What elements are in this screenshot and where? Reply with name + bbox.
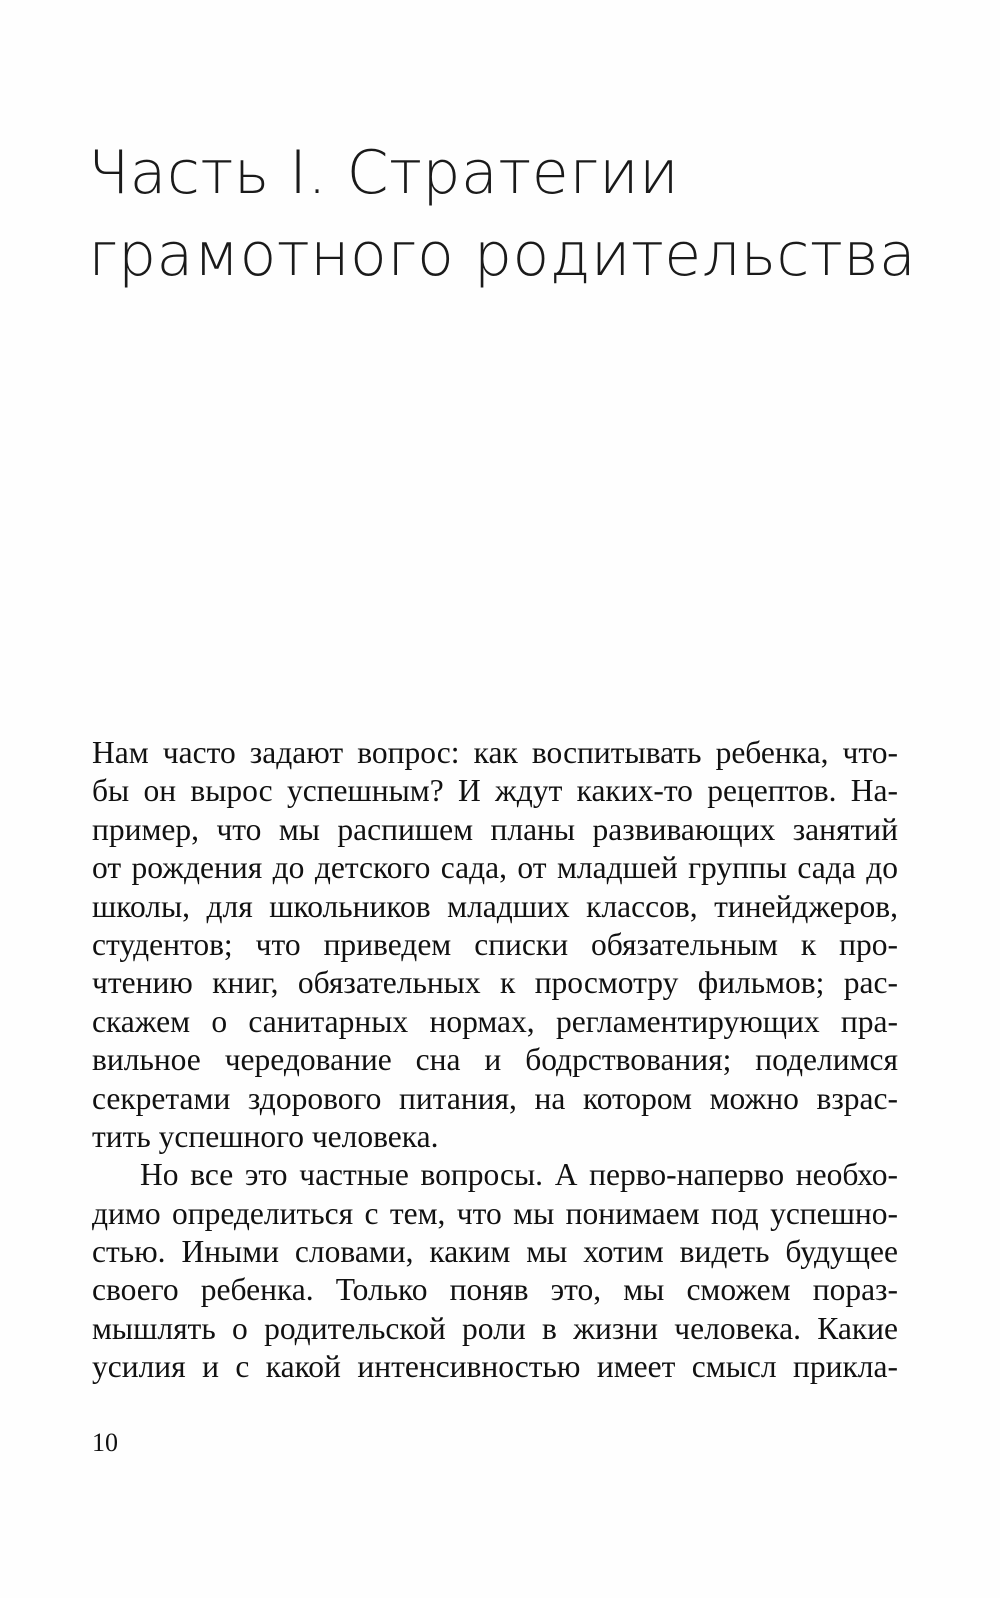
text-line: бы он вырос успешным? И ждут каких-то рецептов. На- <box>92 773 898 809</box>
chapter-title-line-2: грамотного родительства <box>88 220 917 290</box>
chapter-title <box>88 132 948 296</box>
text-line: Нам часто задают вопрос: как воспитывать ребенка, что- <box>92 735 898 770</box>
text-line: чтению книг, обязательных к просмотру фильмов; рас- <box>92 965 898 1001</box>
text-line: пример, что мы распишем планы развивающих занятий <box>92 811 898 847</box>
body-text <box>92 734 898 1387</box>
text-line: от рождения до детского сада, от младшей группы сада до <box>92 850 898 886</box>
text-line: школы, для школьников младших классов, тинейджеров, <box>92 888 898 924</box>
text-line: секретами здорового питания, на котором можно взрас- <box>92 1080 898 1116</box>
paragraph-2 <box>92 1156 898 1386</box>
text-line: Но все это частные вопросы. А перво-наперво необхо- <box>140 1157 898 1193</box>
text-line: усилия и с какой интенсивностью имеет смысл прикла- <box>92 1349 898 1385</box>
text-line: вильное чередование сна и бодрствования; поделимся <box>92 1042 898 1078</box>
text-line: мышлять о родительской роли в жизни человека. Какие <box>92 1310 898 1346</box>
chapter-title-line-1: Часть I. Стратегии <box>88 138 680 208</box>
text-line: стью. Иными словами, каким мы хотим видеть будущее <box>92 1234 898 1270</box>
text-line: скажем о санитарных нормах, регламентирующих пра- <box>92 1003 898 1039</box>
text-line: студентов; что приведем списки обязательным к про- <box>92 926 898 962</box>
paragraph-1 <box>92 734 898 1156</box>
text-line: своего ребенка. Только поняв это, мы сможем пораз- <box>92 1272 898 1308</box>
page-number: 10 <box>92 1428 118 1457</box>
text-line: димо определиться с тем, что мы понимаем под успешно- <box>92 1195 898 1231</box>
text-line: тить успешного человека. <box>92 1118 439 1154</box>
